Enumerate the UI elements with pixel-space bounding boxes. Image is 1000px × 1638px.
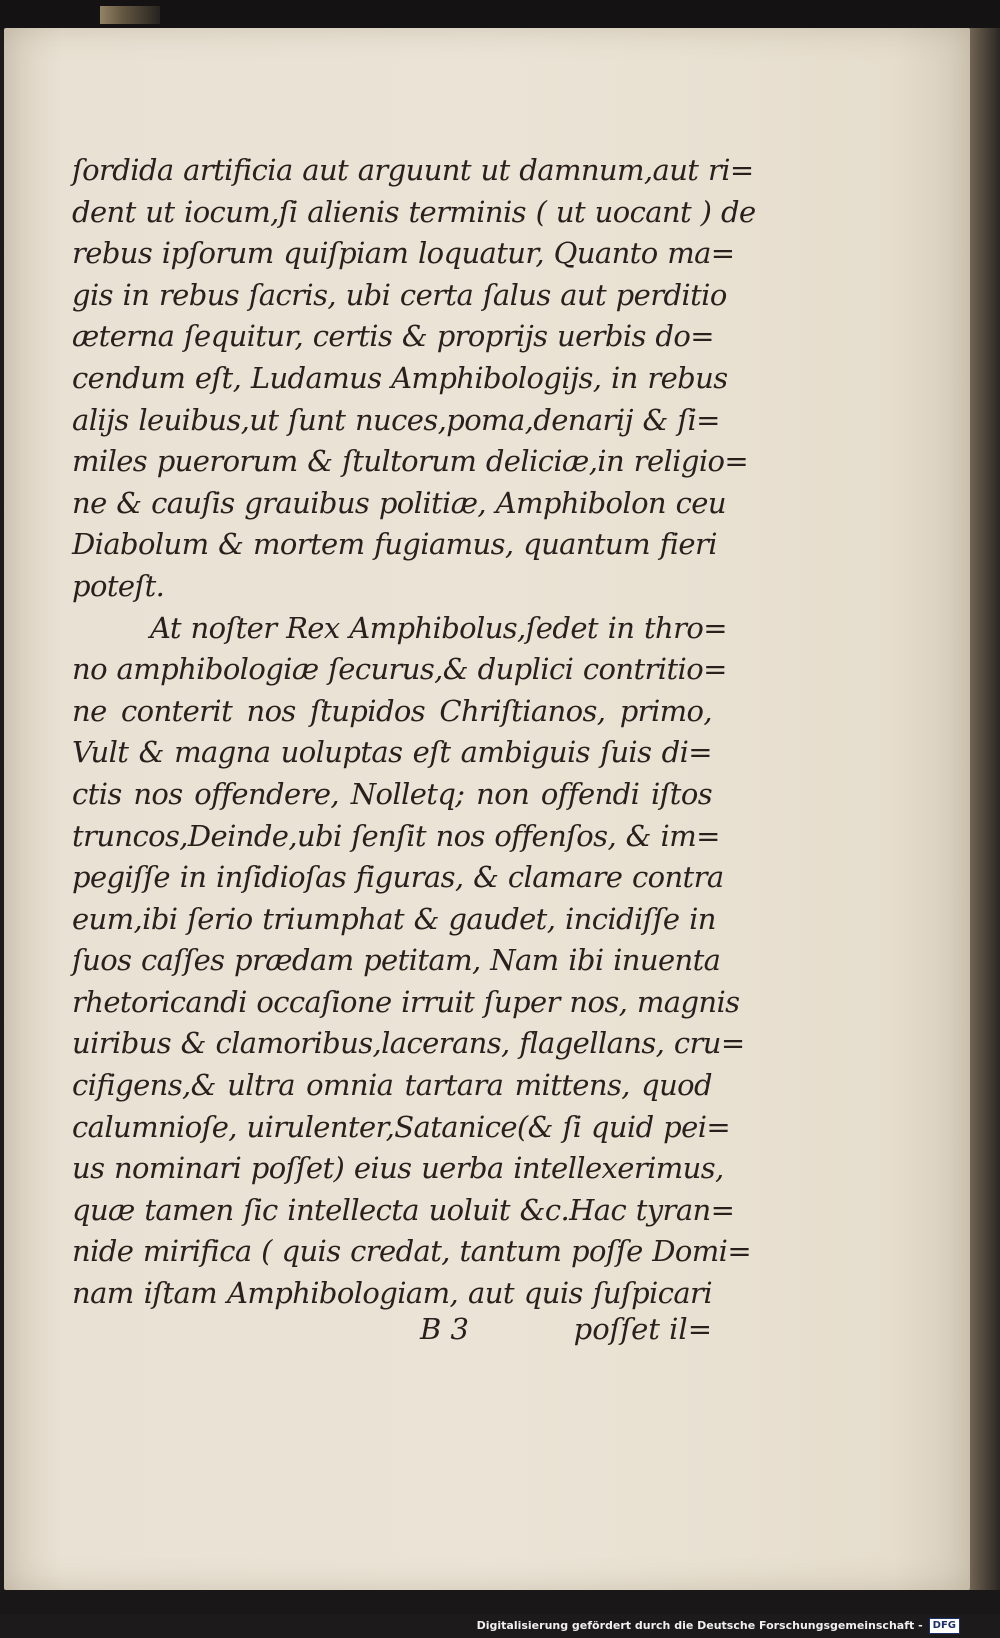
text-line: nide mirifica ( quis credat, tantum poſſe Domi= bbox=[72, 1234, 752, 1269]
text-line: alijs leuibus,ut ſunt nuces,poma,denarij & ſi= bbox=[72, 402, 720, 437]
page-text bbox=[72, 150, 756, 1315]
text-line: us nominari poſſet) eius uerba intellexerimus, bbox=[72, 1151, 724, 1186]
text-line: cifigens,& ultra omnia tartara mittens, quod bbox=[72, 1068, 712, 1103]
text-line: calumnioſe, uirulenter,Satanice(& ſi quid pei= bbox=[72, 1109, 731, 1144]
dfg-logo: DFG bbox=[929, 1618, 960, 1634]
text-line: gis in rebus ſacris, ubi certa ſalus aut perditio bbox=[72, 277, 727, 312]
text-line: quæ tamen ſic intellecta uoluit &c.Hac tyran= bbox=[72, 1192, 735, 1227]
digitization-credit bbox=[477, 1614, 960, 1638]
text-line: miles puerorum & ſtultorum deliciæ,in religio= bbox=[72, 444, 749, 479]
text-line: nam iſtam Amphibologiam, aut quis ſuſpicari bbox=[72, 1276, 712, 1311]
catchword: poſſet il= bbox=[573, 1312, 712, 1346]
text-line: dent ut iocum,ſi alienis terminis ( ut uocant ) de bbox=[72, 194, 756, 229]
page-footer-line bbox=[72, 1312, 712, 1354]
text-line: At noſter Rex Amphibolus,ſedet in thro= bbox=[150, 610, 727, 645]
text-line: uiribus & clamoribus,lacerans, flagellans, cru= bbox=[72, 1026, 745, 1061]
text-line: truncos,Deinde,ubi ſenſit nos offenſos, & im= bbox=[72, 818, 720, 853]
text-line: Diabolum & mortem fugiamus, quantum fieri bbox=[72, 527, 717, 562]
scan-right-edge bbox=[966, 28, 1000, 1590]
text-line: poteſt. bbox=[72, 568, 165, 603]
text-line: rebus ipſorum quiſpiam loquatur, Quanto ma= bbox=[72, 236, 735, 271]
text-line: Vult & magna uoluptas eſt ambiguis ſuis di= bbox=[72, 735, 712, 770]
text-line: ctis nos offendere, Nolletq; non offendi iſtos bbox=[72, 776, 712, 811]
text-line: ne conterit nos ſtupidos Chriſtianos, primo, bbox=[72, 693, 712, 728]
text-line: rhetoricandi occaſione irruit ſuper nos, magnis bbox=[72, 984, 740, 1019]
scan-bottom-edge bbox=[0, 1590, 1000, 1614]
text-line: pegiſſe in inſidioſas figuras, & clamare contra bbox=[72, 860, 724, 895]
signature-mark: B 3 bbox=[420, 1312, 469, 1346]
credit-text: Digitalisierung gefördert durch die Deutsche Forschungsgemeinschaft - bbox=[476, 1619, 923, 1632]
text-line: ſuos caſſes prædam petitam, Nam ibi inuenta bbox=[72, 943, 721, 978]
text-line: eum,ibi ſerio triumphat & gaudet, incidiſſe in bbox=[72, 901, 716, 936]
text-line: æterna ſequitur, certis & proprijs uerbis do= bbox=[72, 319, 714, 354]
text-line: no amphibologiæ ſecurus,& duplici contritio= bbox=[72, 652, 727, 687]
text-line: cendum eſt, Ludamus Amphibologijs, in rebus bbox=[72, 360, 728, 395]
text-line: ſordida artificia aut arguunt ut damnum,aut ri= bbox=[72, 153, 754, 187]
text-line: ne & cauſis grauibus politiæ, Amphibolon ceu bbox=[72, 485, 726, 520]
binding-spine bbox=[100, 6, 160, 24]
